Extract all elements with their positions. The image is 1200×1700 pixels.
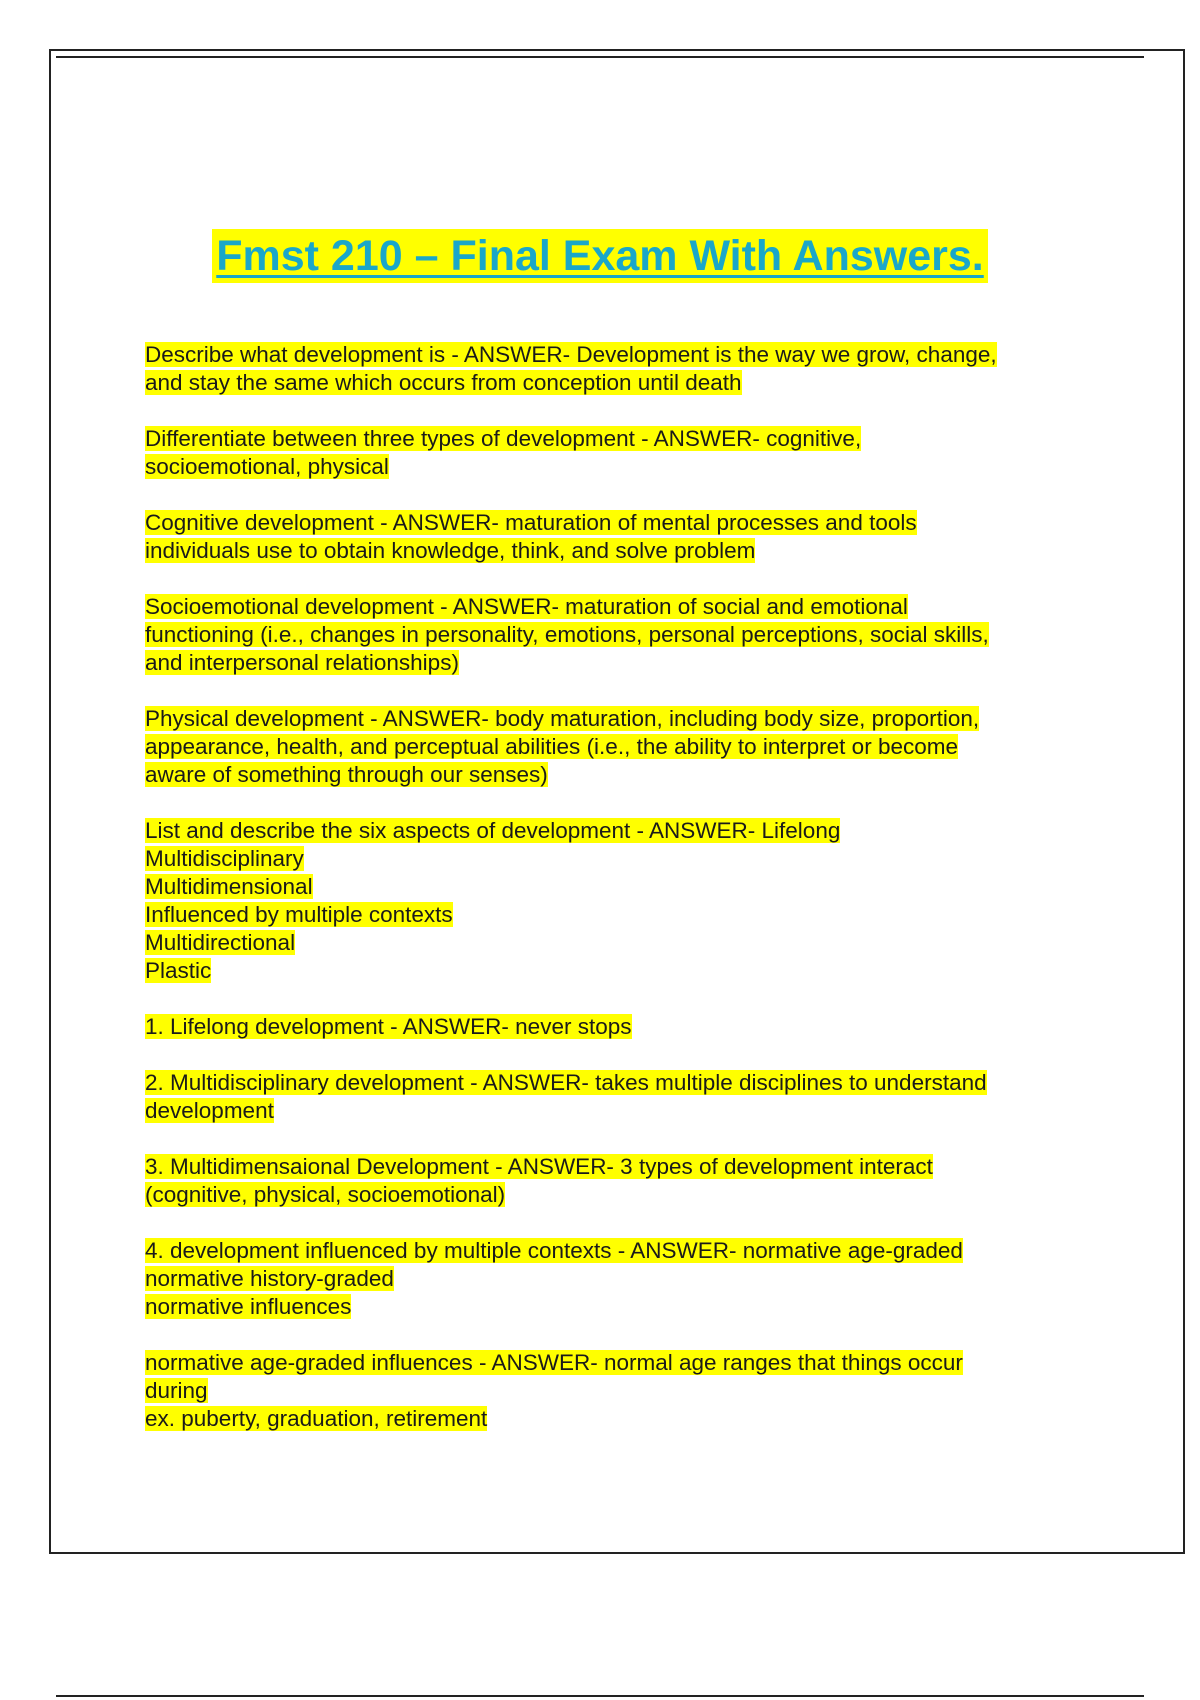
highlighted-text: Multidimensional <box>145 874 313 899</box>
top-rule <box>56 56 1144 58</box>
highlighted-text: during <box>145 1378 208 1403</box>
qa-item <box>145 425 1075 481</box>
qa-line <box>145 705 1075 733</box>
qa-item <box>145 593 1075 677</box>
highlighted-text: and stay the same which occurs from conception until death <box>145 370 742 395</box>
qa-line <box>145 733 1075 761</box>
qa-line <box>145 1405 1075 1433</box>
qa-item <box>145 817 1075 985</box>
highlighted-text: List and describe the six aspects of development - ANSWER- Lifelong <box>145 818 841 843</box>
qa-item <box>145 1237 1075 1321</box>
title-container <box>0 229 1200 283</box>
document-title: Fmst 210 – Final Exam With Answers. <box>212 229 988 283</box>
qa-item <box>145 1153 1075 1209</box>
qa-line <box>145 1349 1075 1377</box>
highlighted-text: aware of something through our senses) <box>145 762 548 787</box>
highlighted-text: normative influences <box>145 1294 352 1319</box>
qa-line <box>145 1237 1075 1265</box>
qa-line <box>145 369 1075 397</box>
qa-line <box>145 1013 1075 1041</box>
qa-item <box>145 705 1075 789</box>
qa-line <box>145 1097 1075 1125</box>
qa-line <box>145 845 1075 873</box>
qa-line <box>145 1181 1075 1209</box>
highlighted-text: Cognitive development - ANSWER- maturation of mental processes and tools <box>145 510 917 535</box>
highlighted-text: and interpersonal relationships) <box>145 650 459 675</box>
qa-line <box>145 453 1075 481</box>
qa-line <box>145 509 1075 537</box>
qa-item <box>145 509 1075 565</box>
highlighted-text: Physical development - ANSWER- body maturation, including body size, proportion, <box>145 706 980 731</box>
bottom-rule <box>56 1695 1144 1697</box>
highlighted-text: normative age-graded influences - ANSWER- normal age ranges that things occur <box>145 1350 963 1375</box>
qa-line <box>145 1293 1075 1321</box>
highlighted-text: 1. Lifelong development - ANSWER- never stops <box>145 1014 632 1039</box>
qa-item <box>145 341 1075 397</box>
qa-line <box>145 1265 1075 1293</box>
qa-line <box>145 593 1075 621</box>
highlighted-text: 3. Multidimensaional Development - ANSWER- 3 types of development interact <box>145 1154 933 1179</box>
qa-item <box>145 1013 1075 1041</box>
qa-line <box>145 649 1075 677</box>
highlighted-text: 2. Multidisciplinary development - ANSWER- takes multiple disciplines to understand <box>145 1070 987 1095</box>
qa-line <box>145 873 1075 901</box>
qa-item <box>145 1349 1075 1433</box>
qa-line <box>145 1153 1075 1181</box>
qa-line <box>145 957 1075 985</box>
qa-line <box>145 817 1075 845</box>
highlighted-text: Multidirectional <box>145 930 296 955</box>
highlighted-text: development <box>145 1098 274 1123</box>
qa-line <box>145 425 1075 453</box>
highlighted-text: individuals use to obtain knowledge, think, and solve problem <box>145 538 756 563</box>
highlighted-text: Multidisciplinary <box>145 846 304 871</box>
highlighted-text: 4. development influenced by multiple contexts - ANSWER- normative age-graded <box>145 1238 963 1263</box>
qa-list <box>145 341 1075 1461</box>
qa-line <box>145 341 1075 369</box>
qa-line <box>145 929 1075 957</box>
highlighted-text: Differentiate between three types of development - ANSWER- cognitive, <box>145 426 862 451</box>
highlighted-text: normative history-graded <box>145 1266 394 1291</box>
highlighted-text: functioning (i.e., changes in personality, emotions, personal perceptions, social skills, <box>145 622 989 647</box>
qa-item <box>145 1069 1075 1125</box>
highlighted-text: appearance, health, and perceptual abilities (i.e., the ability to interpret or become <box>145 734 958 759</box>
qa-line <box>145 901 1075 929</box>
qa-line <box>145 621 1075 649</box>
highlighted-text: Plastic <box>145 958 212 983</box>
qa-line <box>145 1069 1075 1097</box>
highlighted-text: Socioemotional development - ANSWER- maturation of social and emotional <box>145 594 908 619</box>
highlighted-text: Describe what development is - ANSWER- Development is the way we grow, change, <box>145 342 997 367</box>
highlighted-text: ex. puberty, graduation, retirement <box>145 1406 488 1431</box>
highlighted-text: Influenced by multiple contexts <box>145 902 453 927</box>
highlighted-text: socioemotional, physical <box>145 454 389 479</box>
highlighted-text: (cognitive, physical, socioemotional) <box>145 1182 506 1207</box>
qa-line <box>145 1377 1075 1405</box>
qa-line <box>145 761 1075 789</box>
qa-line <box>145 537 1075 565</box>
